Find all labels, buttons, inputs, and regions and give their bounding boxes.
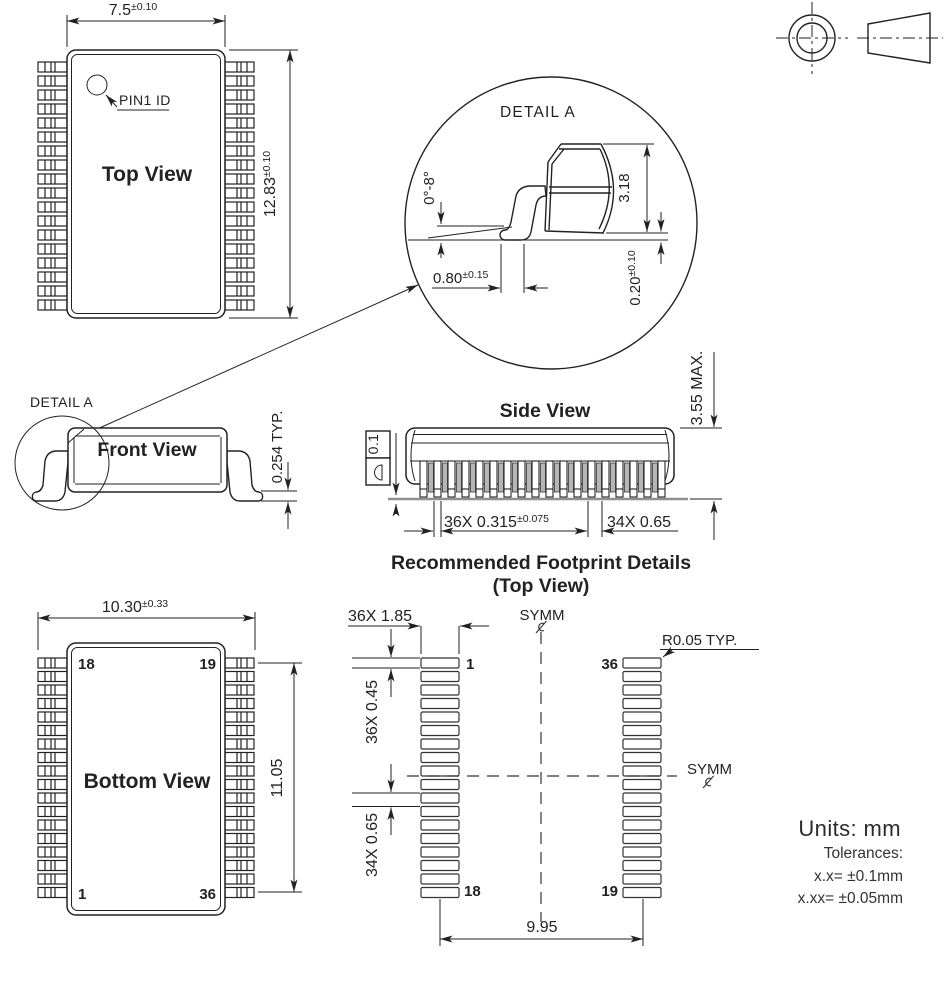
pin-span-dim: 11.05	[269, 758, 286, 798]
footprint-view	[348, 552, 759, 946]
bottom-view-pins-right	[225, 658, 254, 898]
bottom-view-title: Bottom View	[83, 770, 211, 793]
tolerance-line-1: x.x= ±0.1mm	[813, 868, 903, 885]
corner-pin-19: 19	[199, 656, 216, 673]
front-view-lead-left	[32, 451, 68, 501]
tolerances-title: Tolerances:	[823, 845, 903, 862]
body-height-dim: 3.18	[616, 173, 633, 203]
pad-label-19: 19	[601, 883, 618, 900]
standoff-dim: $0.20^{\pm 0.10}$	[626, 250, 644, 306]
bottom-view-pins-left	[38, 658, 67, 898]
corner-pin-36: 36	[199, 886, 216, 903]
pad-label-36: 36	[601, 656, 618, 673]
pad-label-1: 1	[466, 656, 475, 673]
third-angle-projection-icon	[776, 2, 943, 74]
lead-pitch-dim: 34X 0.65	[607, 514, 672, 531]
top-view	[38, 1, 298, 318]
pin1-id-label: PIN1 ID	[119, 92, 171, 108]
corner-pin-1: 1	[78, 886, 87, 903]
top-view-pins-left	[38, 62, 67, 310]
detail-a-title: DETAIL A	[500, 104, 576, 121]
detail-a-callout-label: DETAIL A	[30, 394, 94, 410]
bottom-view-width-dim: $10.30^{\pm 0.33}$	[101, 598, 169, 616]
pkg-height-dim: 3.55 MAX.	[689, 350, 706, 426]
top-view-title: Top View	[101, 163, 193, 186]
row-span-dim: 9.95	[526, 919, 558, 936]
footprint-pads-right	[623, 658, 661, 898]
tolerance-line-2: x.xx= ±0.05mm	[797, 890, 903, 907]
top-view-pins-right	[225, 62, 254, 310]
detail-a-view	[405, 77, 697, 369]
bottom-view	[38, 598, 302, 915]
lead-thickness-dim: 0.254 TYP.	[269, 410, 286, 484]
detail-a-lead	[500, 186, 546, 240]
front-view-title: Front View	[97, 439, 197, 461]
front-view	[15, 394, 297, 529]
top-view-height-dim: $12.83^{\pm 0.10}$	[261, 150, 279, 218]
units-label: Units: mm	[798, 816, 901, 841]
footprint-pads-left	[421, 658, 459, 898]
footprint-title: Recommended Footprint Details	[390, 552, 692, 574]
side-view-title: Side View	[499, 400, 591, 422]
footprint-subtitle: (Top View)	[492, 575, 590, 597]
pad-length-dim: 36X 1.85	[348, 608, 413, 625]
pad-pitch-dim: 34X 0.65	[364, 812, 381, 878]
corner-pin-18: 18	[78, 656, 95, 673]
top-view-width-dim: $7.5^{\pm 0.10}$	[108, 1, 158, 19]
pad-width-dim: 36X 0.45	[364, 679, 381, 745]
flatness-frame-symbol-box	[366, 458, 390, 485]
side-view	[365, 351, 722, 540]
foot-length-dim: $0.80^{\pm 0.15}$	[433, 269, 489, 287]
flatness-tolerance-value: 0.1	[365, 433, 381, 455]
pad-label-18: 18	[464, 883, 481, 900]
lead-angle-dim: 0°-8°	[421, 171, 438, 205]
symm-label-top: SYMM	[519, 607, 565, 624]
front-view-lead-right	[227, 451, 263, 501]
units-note	[798, 816, 903, 907]
symm-label-right: SYMM	[687, 761, 732, 778]
corner-radius-dim: R0.05 TYP.	[662, 632, 738, 649]
lead-width-dim: 36X $0.315^{\pm 0.075}$	[444, 513, 549, 531]
